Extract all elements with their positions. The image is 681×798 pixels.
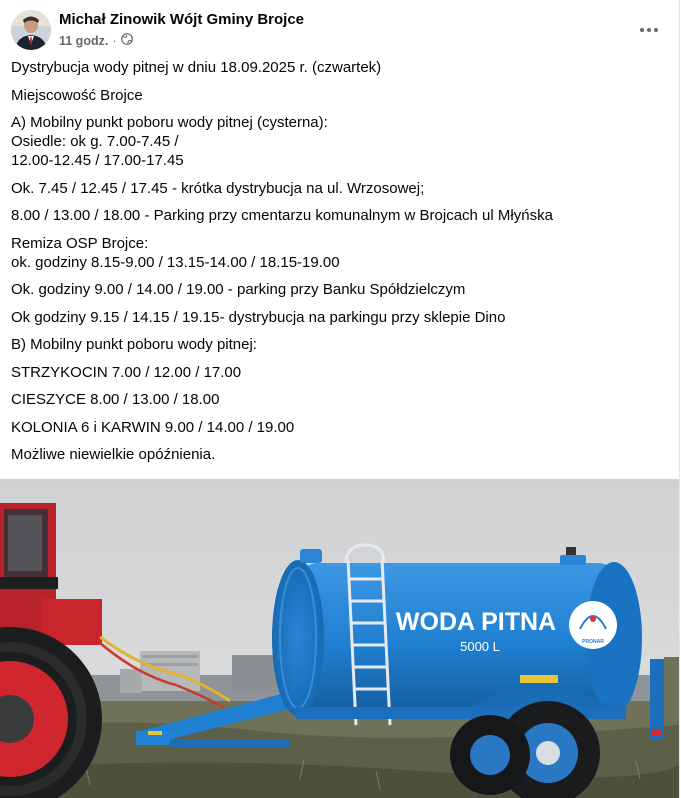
brand-logo-text: PRONAR <box>582 639 604 645</box>
building <box>120 669 142 693</box>
globe-icon <box>121 33 133 48</box>
post-paragraph: A) Mobilny punkt poboru wody pitnej (cysterna): Osiedle: ok g. 7.00-7.45 / 12.00-12.45 / 17.00-17.45 <box>11 114 328 169</box>
post-paragraph: Możliwe niewielkie opóźnienia. <box>11 446 216 463</box>
post-paragraph: Ok. godziny 9.00 / 14.00 / 19.00 - parking przy Banku Spółdzielczym <box>11 281 466 298</box>
post-paragraph: Dystrybucja wody pitnej w dniu 18.09.2025 r. (czwartek) <box>11 59 382 76</box>
post-photo[interactable] <box>0 479 679 798</box>
post-timestamp[interactable]: 11 godz. <box>59 33 109 48</box>
post-paragraph: CIESZYCE 8.00 / 13.00 / 18.00 <box>11 391 220 408</box>
meta-separator: · <box>112 33 117 48</box>
post-paragraph: Ok godziny 9.15 / 14.15 / 19.15- dystrybucja na parkingu przy sklepie Dino <box>11 308 506 326</box>
post-paragraph: Ok. 7.45 / 12.45 / 17.45 - krótka dystrybucja na ul. Wrzosowej; <box>11 179 425 197</box>
author-avatar[interactable] <box>11 10 51 50</box>
tank-label: WODA PITNA <box>395 608 557 636</box>
post-paragraph: Miejscowość Brojce <box>11 86 143 104</box>
post-header <box>11 10 671 50</box>
post-paragraph: Remiza OSP Brojce: ok. godziny 8.15-9.00 / 13.15-14.00 / 18.15-19.00 <box>11 234 340 271</box>
post-paragraph: 8.00 / 13.00 / 18.00 - Parking przy cmentarzu komunalnym w Brojcach ul Młyńska <box>11 207 553 224</box>
more-horizontal-icon <box>639 27 659 33</box>
post-body <box>11 58 661 473</box>
post-paragraph: B) Mobilny punkt poboru wody pitnej: <box>11 336 257 353</box>
post-meta <box>59 33 133 48</box>
building <box>232 655 277 691</box>
more-options-button[interactable] <box>635 16 663 44</box>
post-paragraph: KOLONIA 6 i KARWIN 9.00 / 14.00 / 19.00 <box>11 418 295 436</box>
post-author-name[interactable]: Michał Zinowik Wójt Gminy Brojce <box>59 11 305 28</box>
post-paragraph: STRZYKOCIN 7.00 / 12.00 / 17.00 <box>11 363 242 381</box>
tank-capacity: 5000 L <box>460 639 500 654</box>
